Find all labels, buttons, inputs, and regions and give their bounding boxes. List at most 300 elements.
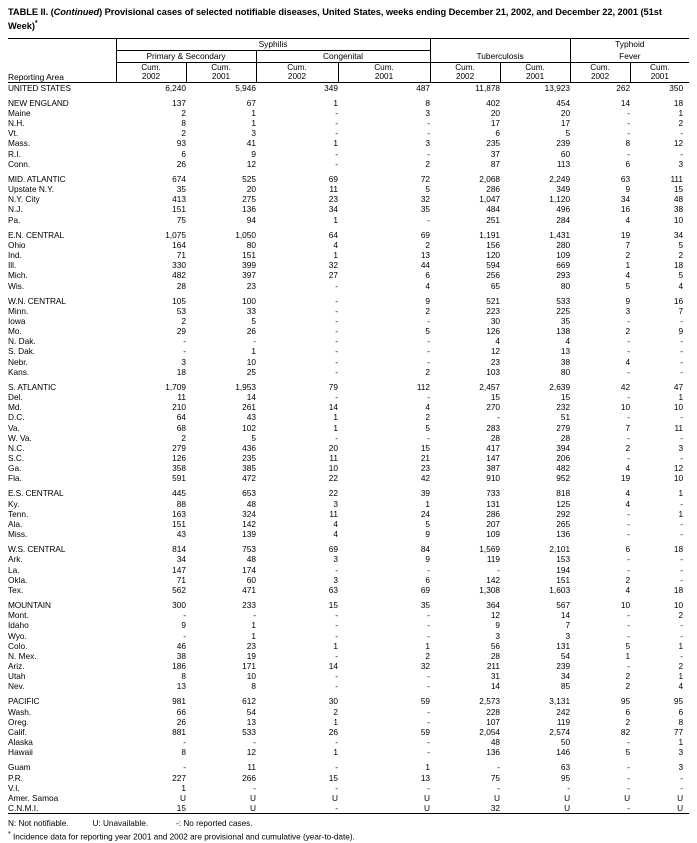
cell-typhoid-2002: 10 xyxy=(620,600,631,611)
cell-tuberculosis-2001: 7 xyxy=(565,620,571,631)
table-row xyxy=(8,661,689,671)
cell-congenital-2001: U xyxy=(424,792,431,803)
cell-congenital-2002: 1 xyxy=(333,97,338,108)
cell-syphilis-ps-2001: 1,953 xyxy=(235,381,256,392)
cell-typhoid-2002: - xyxy=(627,336,631,347)
header-col-line1: Cum. xyxy=(650,62,670,72)
cell-syphilis-ps-2001: 397 xyxy=(242,270,256,281)
cell-tuberculosis-2001: 265 xyxy=(556,518,571,529)
cell-congenital-2002: 20 xyxy=(328,442,338,453)
cell-tuberculosis-2001: 15 xyxy=(560,392,571,403)
table-row xyxy=(8,270,689,280)
cell-typhoid-2001: 15 xyxy=(673,184,684,195)
cell-congenital-2001: - xyxy=(427,346,431,357)
cell-syphilis-ps-2001: 67 xyxy=(246,97,256,108)
cell-typhoid-2002: - xyxy=(627,518,631,529)
row-reporting-area: Ga. xyxy=(8,463,22,474)
header-group-typhoid-line2: Fever xyxy=(570,50,689,62)
cell-syphilis-ps-2001: 261 xyxy=(242,402,256,413)
cell-congenital-2001: 13 xyxy=(420,250,431,261)
cell-tuberculosis-2001: 292 xyxy=(556,508,571,519)
cell-syphilis-ps-2001: 33 xyxy=(246,305,256,316)
cell-tuberculosis-2001: 194 xyxy=(556,564,571,575)
cell-tuberculosis-2002: 12 xyxy=(490,610,501,621)
cell-syphilis-ps-2002: 38 xyxy=(176,650,186,661)
header-column-row xyxy=(8,62,689,82)
cell-tuberculosis-2001: 2,639 xyxy=(549,381,571,392)
cell-syphilis-ps-2002: 413 xyxy=(172,194,186,205)
cell-congenital-2001: 2 xyxy=(425,366,431,377)
cell-tuberculosis-2002: 12 xyxy=(490,346,501,357)
cell-syphilis-ps-2001: 48 xyxy=(246,498,256,509)
cell-congenital-2001: 5 xyxy=(425,184,431,195)
cell-typhoid-2002: 4 xyxy=(625,498,631,509)
footnote-legend xyxy=(8,818,689,829)
cell-congenital-2002: - xyxy=(335,356,338,367)
cell-syphilis-ps-2001: 139 xyxy=(242,529,256,540)
footnotes xyxy=(8,818,689,843)
cell-typhoid-2002: 95 xyxy=(620,696,631,707)
cell-congenital-2002: - xyxy=(335,315,338,326)
row-reporting-area: Amer. Samoa xyxy=(8,792,59,803)
table-row xyxy=(8,565,689,575)
cell-typhoid-2001: 38 xyxy=(673,204,684,215)
table-row xyxy=(8,159,689,169)
cell-tuberculosis-2002: 11,878 xyxy=(475,82,501,93)
cell-typhoid-2002: - xyxy=(627,108,631,118)
cell-typhoid-2001: - xyxy=(680,620,684,631)
table-footer-rule xyxy=(8,814,689,816)
cell-syphilis-ps-2002: 35 xyxy=(176,184,186,195)
table-body xyxy=(8,82,689,813)
cell-syphilis-ps-2001: 1 xyxy=(251,620,256,631)
cell-typhoid-2002: - xyxy=(627,346,631,357)
cell-congenital-2002: - xyxy=(335,803,338,813)
cell-syphilis-ps-2001: - xyxy=(253,782,256,793)
cell-typhoid-2002: - xyxy=(627,660,631,671)
cell-syphilis-ps-2001: 10 xyxy=(246,671,256,682)
cell-congenital-2001: 4 xyxy=(425,402,431,413)
cell-tuberculosis-2002: 20 xyxy=(490,108,501,118)
cell-syphilis-ps-2001: - xyxy=(253,610,256,621)
cell-congenital-2002: 1 xyxy=(333,747,338,758)
cell-typhoid-2001: 5 xyxy=(678,270,684,281)
cell-typhoid-2001: 1 xyxy=(678,508,684,519)
cell-congenital-2002: - xyxy=(335,346,338,357)
cell-tuberculosis-2001: 280 xyxy=(556,239,571,250)
cell-typhoid-2001: 1 xyxy=(678,392,684,403)
cell-tuberculosis-2001: 669 xyxy=(556,260,571,271)
cell-syphilis-ps-2002: 46 xyxy=(176,640,186,651)
cell-typhoid-2001: 111 xyxy=(670,173,684,184)
cell-typhoid-2002: 7 xyxy=(625,422,631,433)
cell-syphilis-ps-2001: 23 xyxy=(246,640,256,651)
cell-congenital-2001: - xyxy=(427,620,431,631)
cell-tuberculosis-2002: 126 xyxy=(486,326,501,337)
cell-congenital-2001: - xyxy=(427,681,431,692)
header-col-line2: 2002 xyxy=(590,72,610,82)
cell-tuberculosis-2002: 131 xyxy=(486,498,501,509)
cell-tuberculosis-2001: 13,923 xyxy=(544,82,571,93)
cell-congenital-2001: 2 xyxy=(425,305,431,316)
cell-tuberculosis-2001: 146 xyxy=(556,747,571,758)
cell-congenital-2002: - xyxy=(335,326,338,337)
cell-congenital-2002: 34 xyxy=(328,204,338,215)
cell-typhoid-2001: - xyxy=(680,336,684,347)
cell-tuberculosis-2002: 286 xyxy=(486,508,501,519)
row-reporting-area: Wash. xyxy=(8,706,32,717)
cell-tuberculosis-2001: 136 xyxy=(556,529,571,540)
cell-syphilis-ps-2002: 2 xyxy=(181,108,186,118)
cell-congenital-2002: 10 xyxy=(328,463,338,474)
row-reporting-area: R.I. xyxy=(8,148,21,159)
cell-syphilis-ps-2001: 151 xyxy=(242,250,256,261)
table-row xyxy=(8,402,689,412)
table-row xyxy=(8,336,689,346)
cell-congenital-2001: - xyxy=(427,630,431,641)
cell-congenital-2001: - xyxy=(427,128,431,139)
cell-congenital-2002: 4 xyxy=(333,518,338,529)
table-row xyxy=(8,316,689,326)
cell-tuberculosis-2002: 402 xyxy=(486,97,501,108)
cell-congenital-2002: 1 xyxy=(333,716,338,727)
cell-typhoid-2001: 12 xyxy=(673,138,684,149)
cell-congenital-2002: - xyxy=(335,366,338,377)
cell-congenital-2001: 32 xyxy=(420,194,431,205)
cell-typhoid-2002: U xyxy=(624,792,631,803)
cell-congenital-2001: 5 xyxy=(425,518,431,529)
row-reporting-area: Nev. xyxy=(8,681,25,692)
cell-congenital-2002: - xyxy=(335,737,338,748)
cell-typhoid-2001: 350 xyxy=(669,82,684,93)
table-row xyxy=(8,82,689,93)
cell-syphilis-ps-2001: 653 xyxy=(242,488,256,499)
cell-syphilis-ps-2002: 11 xyxy=(177,392,186,403)
table-row xyxy=(8,392,689,402)
cell-syphilis-ps-2001: 5 xyxy=(251,315,256,326)
cell-tuberculosis-2002: 910 xyxy=(486,473,501,484)
cell-tuberculosis-2001: 567 xyxy=(556,600,571,611)
cell-congenital-2002: 22 xyxy=(328,473,338,484)
cell-typhoid-2001: 18 xyxy=(673,544,684,555)
row-reporting-area: N.J. xyxy=(8,204,23,215)
cell-typhoid-2001: 4 xyxy=(678,681,684,692)
header-col-tuberculosis-2001 xyxy=(500,62,570,82)
row-reporting-area: Maine xyxy=(8,108,31,118)
cell-syphilis-ps-2001: 275 xyxy=(242,194,256,205)
cell-typhoid-2001: U xyxy=(677,792,684,803)
cell-tuberculosis-2002: - xyxy=(497,762,501,773)
cell-syphilis-ps-2001: 12 xyxy=(246,747,256,758)
cell-typhoid-2001: 3 xyxy=(678,442,684,453)
cell-syphilis-ps-2002: 88 xyxy=(176,498,186,509)
header-col-syphilis-ps-2001 xyxy=(186,62,256,82)
table-row xyxy=(8,433,689,443)
row-reporting-area: Ill. xyxy=(8,260,17,271)
row-reporting-area: PACIFIC xyxy=(8,696,40,707)
row-reporting-area: Okla. xyxy=(8,574,28,585)
notifiable-diseases-table xyxy=(8,38,689,816)
cell-syphilis-ps-2001: 324 xyxy=(242,508,256,519)
cell-syphilis-ps-2002: 147 xyxy=(172,564,186,575)
table-row xyxy=(8,204,689,214)
cell-syphilis-ps-2001: 533 xyxy=(242,726,256,737)
cell-tuberculosis-2002: 56 xyxy=(490,640,501,651)
cell-syphilis-ps-2002: 591 xyxy=(172,473,186,484)
cell-congenital-2001: 4 xyxy=(425,280,431,291)
row-reporting-area: S.C. xyxy=(8,453,25,463)
cell-typhoid-2001: U xyxy=(677,803,684,813)
cell-tuberculosis-2002: 156 xyxy=(486,239,501,250)
cell-congenital-2001: 3 xyxy=(425,108,431,118)
table-row xyxy=(8,108,689,118)
footnote-star-mark: * xyxy=(8,831,11,839)
cell-syphilis-ps-2001: 753 xyxy=(242,544,256,555)
cell-typhoid-2002: - xyxy=(627,453,631,463)
cell-tuberculosis-2002: 286 xyxy=(486,184,501,195)
cell-typhoid-2001: 10 xyxy=(673,473,684,484)
cell-congenital-2001: 3 xyxy=(425,138,431,149)
cell-congenital-2002: 15 xyxy=(328,600,338,611)
cell-typhoid-2002: - xyxy=(627,554,631,565)
cell-syphilis-ps-2002: 68 xyxy=(176,422,186,433)
header-group-row-2 xyxy=(8,50,689,62)
cell-syphilis-ps-2002: 64 xyxy=(176,412,186,423)
cell-congenital-2001: 1 xyxy=(425,762,431,773)
table-row xyxy=(8,215,689,225)
cell-congenital-2001: 9 xyxy=(425,295,431,306)
row-reporting-area: Guam xyxy=(8,762,31,773)
table-row xyxy=(8,230,689,240)
cell-syphilis-ps-2002: 137 xyxy=(172,97,186,108)
cell-congenital-2002: 3 xyxy=(333,498,338,509)
cell-syphilis-ps-2001: 5,946 xyxy=(235,82,256,93)
cell-typhoid-2002: 6 xyxy=(625,706,631,717)
cell-congenital-2001: - xyxy=(427,747,431,758)
row-reporting-area: S. Dak. xyxy=(8,346,36,357)
cell-tuberculosis-2002: 2,573 xyxy=(479,696,501,707)
cell-congenital-2001: - xyxy=(427,392,431,403)
table-row xyxy=(8,357,689,367)
cell-congenital-2002: 1 xyxy=(333,422,338,433)
cell-typhoid-2002: 262 xyxy=(616,82,631,93)
cell-typhoid-2001: - xyxy=(680,650,684,661)
cell-congenital-2002: 22 xyxy=(328,488,338,499)
cell-congenital-2001: 2 xyxy=(425,650,431,661)
table-row xyxy=(8,681,689,691)
page-title xyxy=(8,6,689,33)
cell-congenital-2001: 6 xyxy=(425,270,431,281)
row-reporting-area: Ariz. xyxy=(8,660,25,671)
cell-tuberculosis-2001: 3,131 xyxy=(549,696,571,707)
cell-syphilis-ps-2001: 41 xyxy=(246,138,256,149)
cell-typhoid-2001: 18 xyxy=(673,97,684,108)
cell-tuberculosis-2002: 228 xyxy=(486,706,501,717)
cell-tuberculosis-2002: 136 xyxy=(486,747,501,758)
cell-syphilis-ps-2001: 525 xyxy=(242,173,256,184)
row-reporting-area: Wis. xyxy=(8,280,25,291)
cell-congenital-2001: 15 xyxy=(420,442,431,453)
cell-congenital-2002: - xyxy=(335,295,338,306)
cell-tuberculosis-2002: 387 xyxy=(486,463,501,474)
table-row xyxy=(8,98,689,108)
cell-typhoid-2002: - xyxy=(627,610,631,621)
cell-tuberculosis-2001: 239 xyxy=(556,138,571,149)
cell-syphilis-ps-2002: 18 xyxy=(176,366,186,377)
row-reporting-area: Del. xyxy=(8,392,23,403)
row-reporting-area: Fla. xyxy=(8,473,22,484)
cell-congenital-2001: 59 xyxy=(420,696,431,707)
row-reporting-area: W. Va. xyxy=(8,432,32,443)
cell-congenital-2002: 349 xyxy=(324,82,338,93)
cell-tuberculosis-2002: 65 xyxy=(490,280,501,291)
cell-typhoid-2001: 6 xyxy=(678,706,684,717)
cell-syphilis-ps-2002: - xyxy=(183,346,186,357)
row-reporting-area: E.N. CENTRAL xyxy=(8,229,64,240)
cell-syphilis-ps-2002: 71 xyxy=(176,250,186,261)
header-col-line1: Cum. xyxy=(590,62,610,72)
table-row xyxy=(8,382,689,392)
header-group-syphilis: Syphilis xyxy=(116,38,430,50)
cell-congenital-2002: 69 xyxy=(328,173,338,184)
cell-congenital-2002: - xyxy=(335,681,338,692)
cell-tuberculosis-2002: 235 xyxy=(486,138,501,149)
cell-syphilis-ps-2002: 105 xyxy=(172,295,186,306)
cell-syphilis-ps-2002: 3 xyxy=(181,356,186,367)
cell-typhoid-2001: 95 xyxy=(673,696,684,707)
legend-unavailable: U: Unavailable. xyxy=(92,819,149,829)
cell-typhoid-2002: 2 xyxy=(625,681,631,692)
cell-syphilis-ps-2002: 28 xyxy=(176,280,186,291)
cell-syphilis-ps-2001: 8 xyxy=(251,681,256,692)
cell-typhoid-2002: 5 xyxy=(625,747,631,758)
cell-typhoid-2002: 2 xyxy=(625,250,631,261)
cell-congenital-2002: 79 xyxy=(328,381,338,392)
cell-typhoid-2002: 34 xyxy=(620,194,631,205)
cell-syphilis-ps-2002: 330 xyxy=(172,260,186,271)
cell-syphilis-ps-2001: 20 xyxy=(246,184,256,195)
table-row xyxy=(8,306,689,316)
cell-tuberculosis-2002: 119 xyxy=(486,554,501,565)
cell-syphilis-ps-2002: 151 xyxy=(172,204,186,215)
cell-tuberculosis-2002: 207 xyxy=(486,518,501,529)
cell-tuberculosis-2002: 28 xyxy=(490,432,501,443)
cell-syphilis-ps-2001: 60 xyxy=(246,574,256,585)
cell-tuberculosis-2002: 484 xyxy=(486,204,501,215)
cell-syphilis-ps-2001: 11 xyxy=(247,762,256,773)
cell-tuberculosis-2002: 103 xyxy=(486,366,501,377)
table-row xyxy=(8,651,689,661)
cell-congenital-2001: 112 xyxy=(416,381,431,392)
cell-tuberculosis-2002: 23 xyxy=(490,356,501,367)
cell-typhoid-2001: - xyxy=(680,356,684,367)
cell-typhoid-2002: - xyxy=(627,432,631,443)
row-reporting-area: D.C. xyxy=(8,412,25,423)
cell-congenital-2001: 39 xyxy=(420,488,431,499)
header-corner-blank xyxy=(8,38,116,50)
row-reporting-area: MID. ATLANTIC xyxy=(8,173,66,184)
header-group-tuberculosis: Tuberculosis xyxy=(430,50,570,62)
cell-typhoid-2001: - xyxy=(680,574,684,585)
cell-congenital-2002: - xyxy=(335,630,338,641)
header-col-line1: Cum. xyxy=(455,62,475,72)
cell-typhoid-2001: - xyxy=(680,366,684,377)
cell-tuberculosis-2001: 153 xyxy=(556,554,571,565)
cell-typhoid-2001: - xyxy=(680,453,684,463)
cell-tuberculosis-2001: 4 xyxy=(565,336,571,347)
cell-typhoid-2002: - xyxy=(627,762,631,773)
row-reporting-area: Ky. xyxy=(8,498,20,509)
cell-congenital-2002: 1 xyxy=(333,412,338,423)
cell-tuberculosis-2002: 30 xyxy=(490,315,501,326)
cell-tuberculosis-2001: 113 xyxy=(556,158,571,169)
cell-congenital-2002: 1 xyxy=(333,640,338,651)
cell-tuberculosis-2001: 293 xyxy=(556,270,571,281)
cell-syphilis-ps-2002: 71 xyxy=(176,574,186,585)
cell-congenital-2001: 23 xyxy=(420,463,431,474)
row-reporting-area: Oreg. xyxy=(8,716,29,727)
cell-typhoid-2002: - xyxy=(627,772,631,783)
row-reporting-area: P.R. xyxy=(8,772,24,783)
cell-syphilis-ps-2002: 66 xyxy=(176,706,186,717)
cell-typhoid-2002: - xyxy=(627,315,631,326)
row-reporting-area: Wyo. xyxy=(8,630,27,641)
cell-syphilis-ps-2001: - xyxy=(253,737,256,748)
cell-tuberculosis-2002: 211 xyxy=(486,660,501,671)
cell-syphilis-ps-2002: 300 xyxy=(172,600,186,611)
cell-typhoid-2001: 1 xyxy=(678,671,684,682)
cell-typhoid-2001: 3 xyxy=(678,747,684,758)
cell-syphilis-ps-2002: 2 xyxy=(181,432,186,443)
cell-tuberculosis-2001: 2,101 xyxy=(549,544,571,555)
cell-congenital-2002: - xyxy=(335,118,338,129)
row-reporting-area: Mass. xyxy=(8,138,31,149)
cell-tuberculosis-2002: 17 xyxy=(490,118,501,129)
table-row xyxy=(8,473,689,483)
cell-tuberculosis-2001: 3 xyxy=(565,630,571,641)
cell-typhoid-2002: 9 xyxy=(625,295,631,306)
cell-syphilis-ps-2002: 482 xyxy=(172,270,186,281)
table-row xyxy=(8,762,689,772)
cell-tuberculosis-2001: 80 xyxy=(560,366,571,377)
cell-congenital-2001: - xyxy=(427,118,431,129)
row-reporting-area: Ala. xyxy=(8,518,23,529)
cell-syphilis-ps-2001: 266 xyxy=(242,772,256,783)
cell-congenital-2002: - xyxy=(335,610,338,621)
cell-congenital-2001: - xyxy=(427,716,431,727)
table-row xyxy=(8,631,689,641)
table-row xyxy=(8,149,689,159)
cell-typhoid-2002: 14 xyxy=(620,97,631,108)
cell-syphilis-ps-2001: 14 xyxy=(246,392,256,403)
cell-congenital-2002: 15 xyxy=(328,772,338,783)
cell-syphilis-ps-2002: 358 xyxy=(172,463,186,474)
cell-typhoid-2001: - xyxy=(680,498,684,509)
cell-syphilis-ps-2002: 1,075 xyxy=(165,229,186,240)
cell-syphilis-ps-2002: 26 xyxy=(176,158,186,169)
header-group-typhoid-line1: Typhoid xyxy=(570,38,689,50)
cell-tuberculosis-2001: 2,249 xyxy=(549,173,571,184)
cell-typhoid-2002: 4 xyxy=(625,356,631,367)
cell-congenital-2001: 24 xyxy=(420,508,431,519)
cell-congenital-2002: 14 xyxy=(328,402,338,413)
header-col-line2: 2001 xyxy=(374,72,394,82)
cell-congenital-2002: - xyxy=(335,158,338,169)
cell-syphilis-ps-2001: - xyxy=(253,336,256,347)
row-reporting-area: S. ATLANTIC xyxy=(8,381,57,392)
cell-typhoid-2001: 34 xyxy=(673,229,684,240)
table-row xyxy=(8,194,689,204)
